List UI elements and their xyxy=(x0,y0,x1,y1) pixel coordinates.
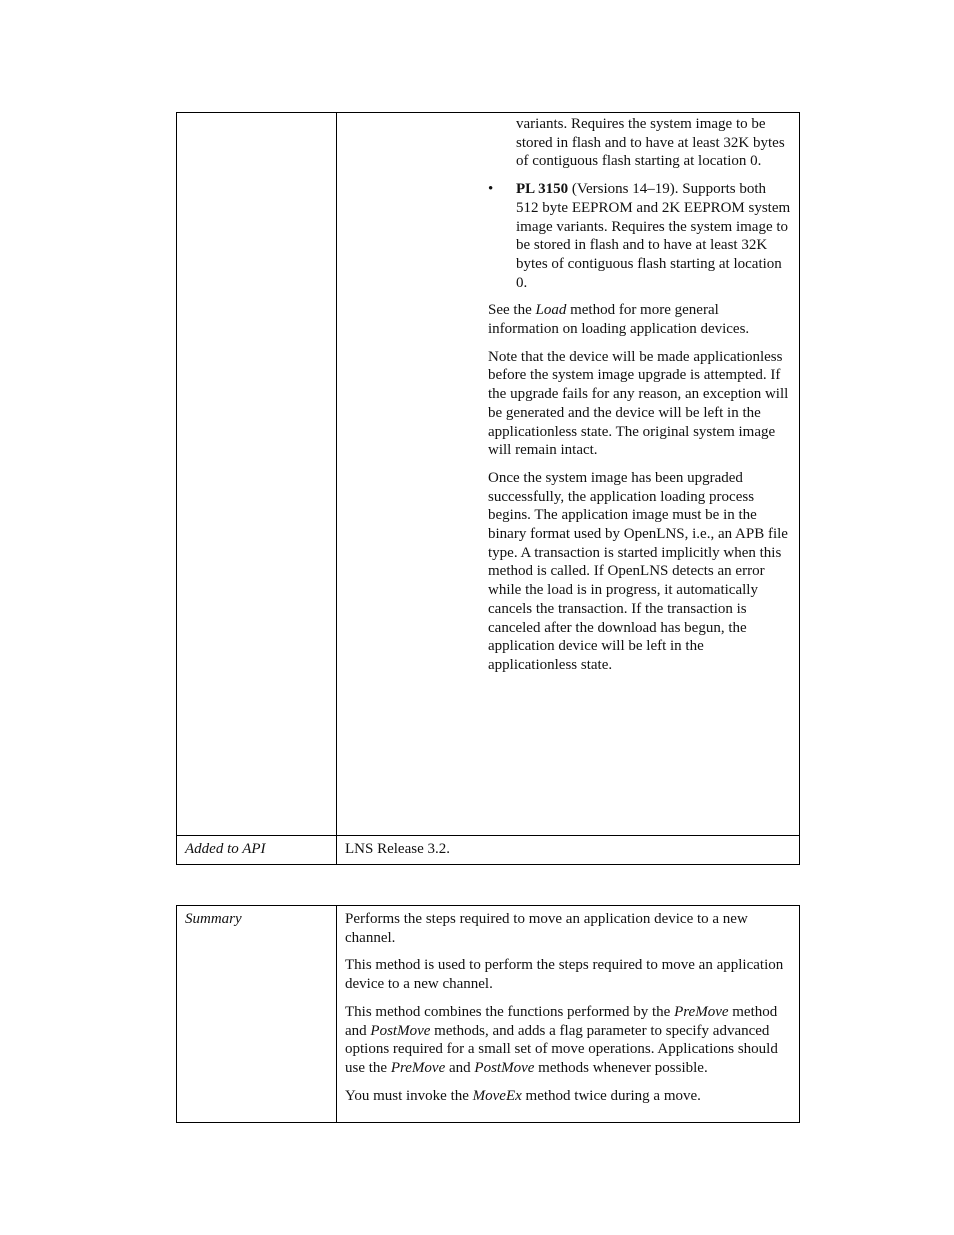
added-to-api-label: Added to API xyxy=(177,836,337,864)
bullet-bold-label: PL 3150 xyxy=(516,181,569,198)
see-load-method: Load xyxy=(535,302,567,319)
once-paragraph: Once the system image has been upgraded successfully, the application loading process begins. The application image must be in the binary format used by OpenLNS, i.e., an APB file type. A transaction is started implicitly when this method is called. If OpenLNS detects an error while the load is in progress, it automatically cancels the transaction. If the transaction is canceled after the download has begun, the application device will be left in the applicationless state. xyxy=(488,469,788,673)
summary-label: Summary xyxy=(177,906,337,1122)
added-to-api-value: LNS Release 3.2. xyxy=(345,841,450,857)
bullet-item-pl3150 xyxy=(488,180,791,292)
p4-moveex-method: MoveEx xyxy=(472,1087,522,1104)
see-text-2: method for more general information on loading application devices. xyxy=(488,302,750,338)
p3-postmove-2: PostMove xyxy=(474,1059,535,1076)
details-row xyxy=(177,113,799,835)
p4-text-a: You must invoke the xyxy=(345,1087,473,1104)
bullet-rest: (Versions 14–19). Supports both 512 byte EEPROM and 2K EEPROM system image variants. Requires the system image to be stored in flash and to have at least 32K bytes of contiguous flash starting at location 0. xyxy=(516,181,791,291)
note-paragraph: Note that the device will be made applicationless before the system image upgrade is attempted. If the upgrade fails for any reason, an exception will be generated and the device will be left in the applicationless state. The original system image will remain intact. xyxy=(488,348,789,459)
p3-text-e: methods whenever possible. xyxy=(534,1059,708,1076)
p3-text-b: method and xyxy=(345,1003,778,1039)
summary-content-cell xyxy=(337,906,799,1122)
continued-bullet-text: variants. Requires the system image to be stored in flash and to have at least 32K bytes of contiguous flash starting at location 0. xyxy=(516,116,785,170)
bullet-text xyxy=(516,180,791,292)
p3-text-d: and xyxy=(445,1059,475,1076)
summary-row xyxy=(177,906,799,1122)
see-load-paragraph xyxy=(488,301,791,338)
p3-premove-2: PreMove xyxy=(390,1059,446,1076)
summary-paragraph-3 xyxy=(345,1003,791,1078)
summary-paragraph-2: This method is used to perform the steps required to move an application device to a new channel. xyxy=(345,957,784,993)
summary-table xyxy=(176,905,800,1123)
details-content-cell xyxy=(337,113,799,835)
p4-text-b: method twice during a move. xyxy=(521,1087,701,1104)
p3-text-a: This method combines the functions performed by the xyxy=(345,1003,675,1020)
summary-paragraph-4 xyxy=(345,1087,791,1106)
summary-paragraph-1: Performs the steps required to move an application device to a new channel. xyxy=(345,911,748,946)
method-table xyxy=(176,112,800,865)
p3-text-c: methods, and adds a flag parameter to specify advanced options required for a small set of move operations. Applications should use the xyxy=(345,1022,778,1076)
p3-premove-1: PreMove xyxy=(674,1003,729,1020)
p3-postmove-1: PostMove xyxy=(370,1022,431,1039)
details-indent-block xyxy=(345,115,791,675)
added-to-api-row xyxy=(177,835,799,864)
details-label-cell xyxy=(177,113,337,835)
bullet-icon: • xyxy=(488,181,494,198)
see-text-1: See the xyxy=(488,302,536,319)
